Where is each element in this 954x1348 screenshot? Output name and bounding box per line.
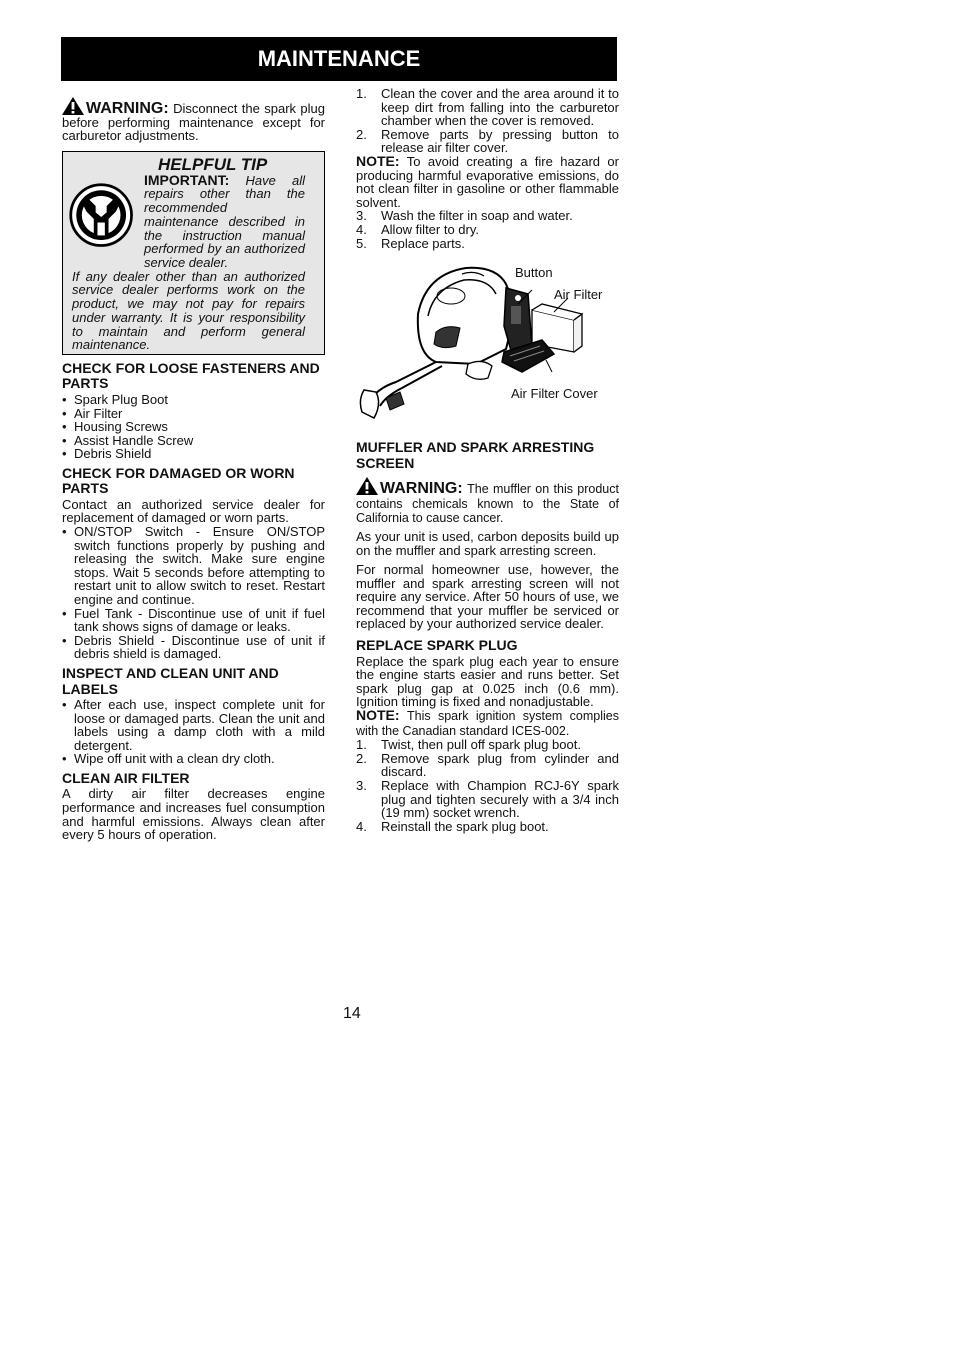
label-button: Button xyxy=(515,265,553,281)
air-filter-text: A dirty air filter decreases engine performance and increases fuel consumption and harmful emissions. Always clean after every 5 hours of operation. xyxy=(62,786,325,843)
list-item: • Fuel Tank - Discontinue use of unit if fuel tank shows signs of damage or leaks. xyxy=(62,607,325,634)
helpful-tip-box xyxy=(62,151,325,355)
list-item: 1. Twist, then pull off spark plug boot. xyxy=(356,737,581,753)
helpful-tip-title: HELPFUL TIP xyxy=(158,154,268,174)
list-item: 3. Replace with Champion RCJ-6Y spark plug and tighten securely with a 3/4 inch (19 mm) socket wrench. xyxy=(356,777,619,821)
list-item: • Debris Shield xyxy=(62,447,325,461)
warning-label: WARNING: xyxy=(86,100,169,117)
list-item: 4. Reinstall the spark plug boot. xyxy=(356,818,549,834)
list-item: 3. Wash the filter in soap and water. xyxy=(356,208,573,224)
heading-damaged-parts: CHECK FOR DAMAGED OR WORN PARTS xyxy=(62,464,295,497)
page-number: 14 xyxy=(343,1005,361,1022)
list-item: • After each use, inspect complete unit for loose or damaged parts. Clean the unit and labels using a damp cloth with a mild detergent. xyxy=(62,698,325,752)
important-label: IMPORTANT: xyxy=(144,171,230,188)
inspect-list xyxy=(62,698,325,766)
list-item: 2. Remove parts by pressing button to release air filter cover. xyxy=(356,126,619,156)
tip-body: If any dealer other than an authorized service dealer performs work on the product, we may not pay for repairs under warranty. It is your responsibility to maintain and perform general maintenance. xyxy=(72,268,305,353)
heading-spark-plug: REPLACE SPARK PLUG xyxy=(356,637,518,654)
list-item: • Spark Plug Boot xyxy=(62,393,325,407)
wrench-icon xyxy=(68,182,144,270)
list-item: • Wipe off unit with a clean dry cloth. xyxy=(62,752,325,766)
note-label: NOTE: xyxy=(356,152,400,169)
note-text: To avoid creating a fire hazard or producing harmful evaporative emissions, do not clean filter in gasoline or other flammable solvent. xyxy=(356,153,619,210)
tip-important xyxy=(144,171,305,270)
warning-text: Disconnect the spark plug before performing maintenance except for carburetor adjustments. xyxy=(62,101,325,144)
note-text: This spark ignition system complies with the Canadian standard ICES-002. xyxy=(356,708,619,738)
fasteners-list xyxy=(62,393,325,461)
label-air-filter: Air Filter xyxy=(554,287,603,303)
page-title: MAINTENANCE xyxy=(61,37,617,81)
list-item: • Assist Handle Screw xyxy=(62,434,325,448)
heading-muffler: MUFFLER AND SPARK ARRESTING SCREEN xyxy=(356,439,595,471)
note-fire-hazard xyxy=(356,152,619,210)
important-text: Have all repairs other than the recommended maintenance described in the instruction manual performed by an authorized service dealer. xyxy=(144,172,305,270)
warning-disconnect xyxy=(62,97,325,143)
heading-inspect-clean: INSPECT AND CLEAN UNIT AND LABELS xyxy=(62,665,279,697)
warning-icon xyxy=(356,477,378,495)
list-item: 1. Clean the cover and the area around it to keep dirt from falling into the carburetor chamber when the cover is removed. xyxy=(356,86,619,129)
spark-plug-steps xyxy=(356,738,619,833)
damaged-intro: Contact an authorized service dealer for replacement of damaged or worn parts. xyxy=(62,496,325,526)
right-column xyxy=(356,87,619,833)
filter-steps-a xyxy=(356,87,619,155)
list-item: 4. Allow filter to dry. xyxy=(356,221,480,237)
list-item: 2. Remove spark plug from cylinder and discard. xyxy=(356,750,619,780)
muffler-paragraph-2: For normal homeowner use, however, the muffler and spark arresting screen will not require any service. After 50 hours of use, we recommend that your muffler be serviced or replaced by your authorized service dealer. xyxy=(356,562,619,632)
list-item: • Debris Shield - Discontinue use of unit if debris shield is damaged. xyxy=(62,634,325,661)
label-air-filter-cover: Air Filter Cover xyxy=(511,386,598,402)
damaged-list xyxy=(62,525,325,661)
list-item: • ON/STOP Switch - Ensure ON/STOP switch functions properly by pushing and releasing the switch. Make sure engine stops. Wait 5 seconds before attempting to restart unit to allow switch to reset. Restart engine and continue. xyxy=(62,525,325,607)
muffler-paragraph-1: As your unit is used, carbon deposits build up on the muffler and spark arresting screen. xyxy=(356,528,619,558)
warning-label: WARNING: xyxy=(380,480,463,498)
filter-steps-b xyxy=(356,209,619,250)
heading-clean-air-filter: CLEAN AIR FILTER xyxy=(62,769,190,786)
list-item: • Housing Screws xyxy=(62,420,325,434)
note-ices xyxy=(356,706,619,738)
list-item: • Air Filter xyxy=(62,407,325,421)
warning-muffler xyxy=(356,477,619,526)
warning-icon xyxy=(62,97,84,115)
left-column xyxy=(62,97,325,842)
heading-loose-fasteners: CHECK FOR LOOSE FASTENERS AND PARTS xyxy=(62,359,320,392)
air-filter-figure xyxy=(356,254,619,424)
note-label: NOTE: xyxy=(356,706,400,723)
list-item: 5. Replace parts. xyxy=(356,235,465,251)
warning-text: The muffler on this product contains chemicals known to the State of California to cause cancer. xyxy=(356,482,619,526)
spark-plug-text: Replace the spark plug each year to ensure the engine starts easier and runs better. Set spark plug gap at 0.025 inch (0.6 mm). Ignition timing is fixed and nonadjustable. xyxy=(356,653,619,710)
